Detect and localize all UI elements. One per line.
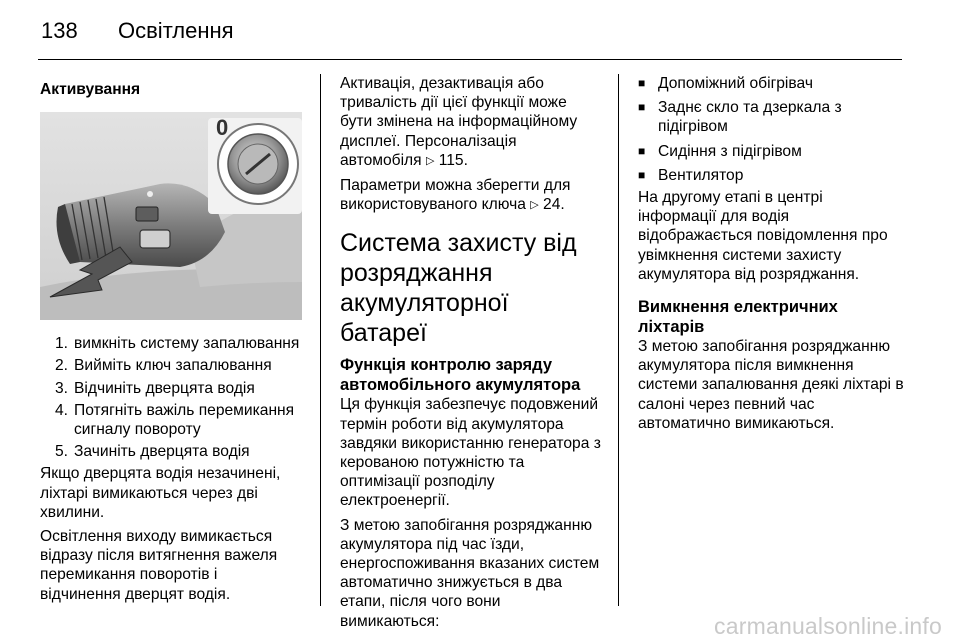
- column-3: [638, 74, 904, 438]
- column-divider-1: [320, 74, 321, 606]
- page-ref: 115.: [438, 151, 468, 169]
- ignition-key-and-turn-signal-lever-illustration: [40, 112, 302, 320]
- lights-off-subtitle: Вимкнення електричних ліхтарів: [638, 298, 838, 336]
- activation-heading: Активування: [40, 81, 141, 98]
- list-item: ■ Сидіння з підігрівом: [638, 142, 802, 160]
- personalization-paragraph: Активація, дезактивація або тривалість дії цієї функції може бути змінена на інформаційному дисплеї. Персоналізація автомобіля ▷ 115.: [340, 74, 602, 171]
- header-rule: [38, 59, 902, 60]
- page-number: 138: [41, 18, 78, 43]
- watermark: carmanualsonline.info: [714, 613, 942, 639]
- column-1: [40, 74, 302, 609]
- list-item: 5. Зачиніть дверцята водія: [54, 443, 250, 461]
- battery-control-subtitle: Функція контролю заряду автомобільного акумулятора: [340, 356, 581, 394]
- bullet-icon: ■: [638, 143, 646, 158]
- key-settings-paragraph: Параметри можна зберегти для використовуваного ключа ▷ 24.: [340, 176, 602, 215]
- systems-list: [638, 74, 904, 185]
- list-item: ■ Допоміжний обігрівач: [638, 75, 813, 92]
- page-ref-arrow-icon: ▷: [425, 154, 435, 167]
- list-item: 1. вимкніть систему запалювання: [54, 335, 300, 353]
- activation-steps: [40, 334, 302, 461]
- lights-off-paragraph: З метою запобігання розряджанню акумулятора після вимкнення системи запалювання деякі ліхтарі в салоні через певний час автоматично вимикаються.: [638, 338, 904, 432]
- page-title: Освітлення: [118, 18, 234, 43]
- bullet-icon: ■: [638, 167, 646, 182]
- bullet-icon: ■: [638, 100, 646, 115]
- lever-illustration: [40, 112, 302, 320]
- bullet-icon: ■: [638, 76, 646, 90]
- list-item: ■ Вентилятор: [638, 166, 744, 184]
- page-ref-arrow-icon: ▷: [530, 199, 539, 212]
- battery-control-paragraph: Ця функція забезпечує подовжений термін роботи від акумулятора завдяки використанню генератора з керованою потужністю та оптимізації розподілу електроенергії.: [340, 396, 601, 510]
- page-header: [0, 0, 960, 62]
- exit-lighting-paragraph: Освітлення виходу вимикається відразу після витягнення важеля перемикання поворотів і відчинення дверцят водія.: [40, 528, 278, 603]
- list-item: 2. Вийміть ключ запалювання: [54, 357, 272, 375]
- list-item: 3. Відчиніть дверцята водія: [54, 379, 255, 397]
- section-title: Система захисту від розряджання акумуляторної батареї: [340, 229, 577, 348]
- load-shedding-paragraph: З метою запобігання розряджанню акумулятора під час їзди, енергоспоживання вказаних систем автоматично знижується в два етапи, після чого вони вимикаються:: [340, 516, 600, 630]
- column-2: [340, 74, 602, 636]
- column-divider-2: [618, 74, 619, 606]
- ignition-position-badge: 0: [216, 115, 229, 141]
- page-ref: 24.: [543, 196, 565, 214]
- second-stage-paragraph: На другому етапі в центрі інформації для водія відображається повідомлення про увімкнення системи захисту акумулятора від розряджання.: [638, 189, 888, 283]
- list-item: 4. Потягніть важіль перемикання сигналу повороту: [54, 401, 295, 439]
- list-item: ■ Заднє скло та дзеркала з підігрівом: [638, 99, 842, 136]
- door-open-paragraph: Якщо дверцята водія незачинені, ліхтарі вимикаються через дві хвилини.: [40, 465, 281, 521]
